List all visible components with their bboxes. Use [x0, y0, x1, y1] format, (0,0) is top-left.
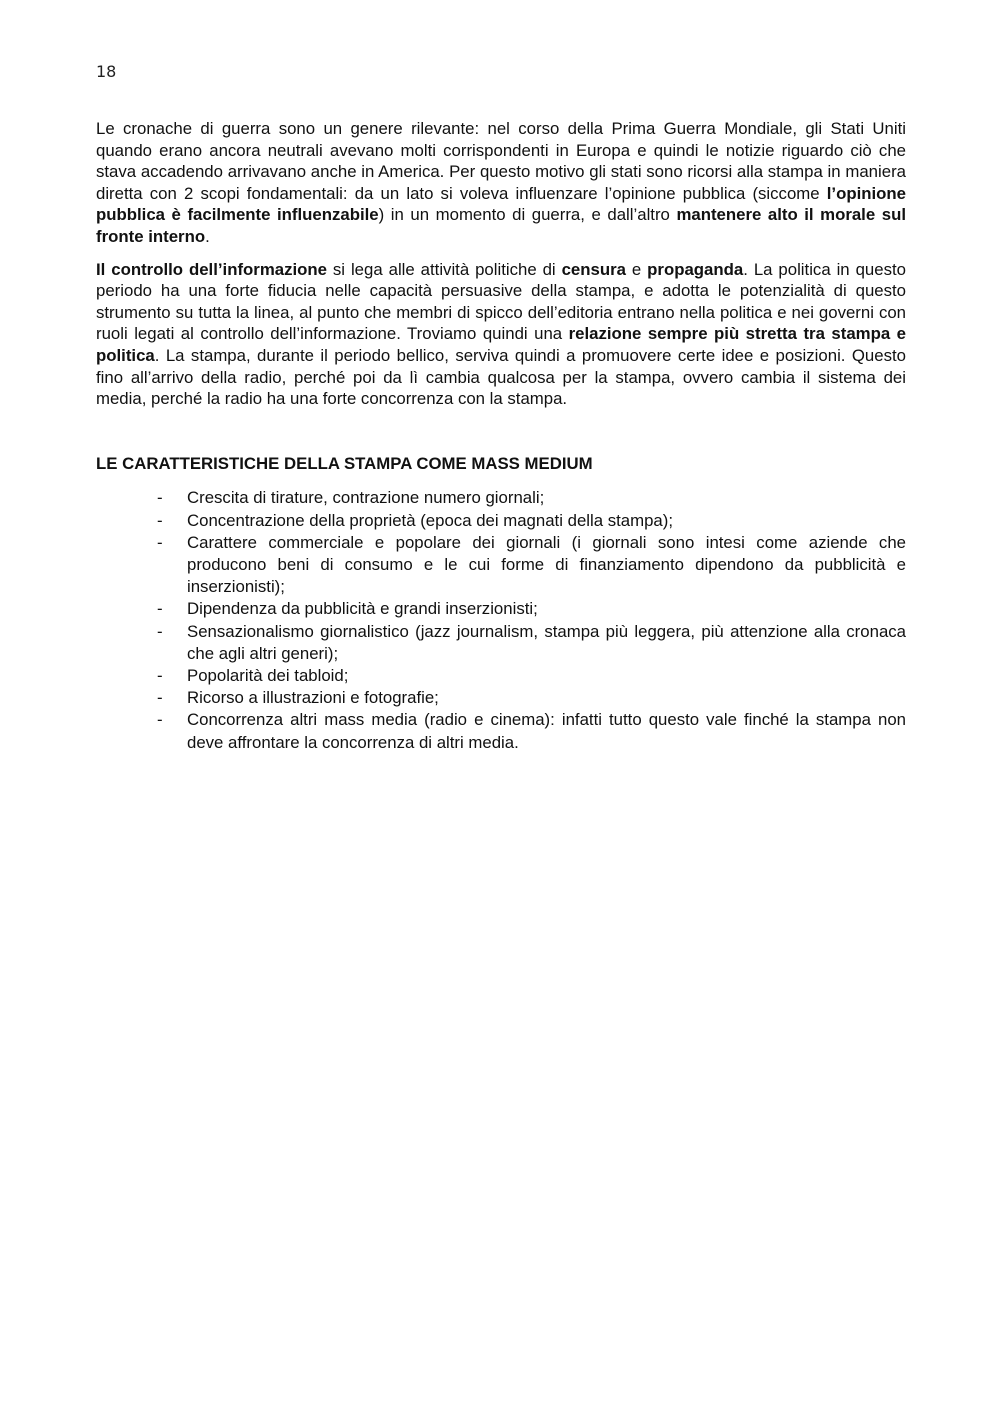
bold-text-run: mantenere alto il morale sul fronte interno	[96, 205, 906, 246]
list-item-text: Popolarità dei tabloid;	[187, 665, 349, 685]
body-paragraph	[96, 118, 906, 248]
bold-text-run: censura	[561, 259, 626, 279]
list-item-text: Concentrazione della proprietà (epoca dei magnati della stampa);	[187, 510, 674, 530]
list-item-text: Ricorso a illustrazioni e fotografie;	[187, 688, 439, 708]
bold-text-run: relazione sempre più stretta tra stampa e politica	[96, 324, 906, 365]
bullet-marker: -	[157, 599, 163, 619]
text-run: .	[205, 226, 210, 246]
bullet-marker: -	[157, 488, 163, 508]
text-run: . La politica in questo periodo ha una forte fiducia nelle capacità persuasive della stampa, e adotta le potenzialità di questo strumento su tutta la linea, al punto che membri di spicco dell’editoria entrano nella politica e nei governi con ruoli legati al controllo dell’informazione. Troviamo quindi una	[96, 259, 906, 344]
text-run: . La stampa, durante il periodo bellico, serviva quindi a promuovere certe idee e posizioni. Questo fino all’arrivo della radio, perché poi da lì cambia qualcosa per la stampa, ovvero cambia il sistema dei media, perché la radio ha una forte concorrenza con la stampa.	[96, 345, 906, 409]
list-item-text: Sensazionalismo giornalistico (jazz journalism, stampa più leggera, più attenzione alla cronaca che agli altri generi);	[187, 621, 906, 663]
page-number: 18	[96, 62, 117, 81]
paragraph-group	[96, 118, 906, 410]
bold-text-run: Il controllo dell’informazione	[96, 259, 327, 279]
bullet-marker: -	[157, 532, 163, 552]
list-item-text: Carattere commerciale e popolare dei giornali (i giornali sono intesi come aziende che producono beni di consumo e le cui forme di finanziamento dipendono da pubblicità e inserzionisti);	[187, 532, 906, 597]
list-item	[157, 487, 906, 509]
text-run: Le cronache di guerra sono un genere rilevante: nel corso della Prima Guerra Mondiale, gli Stati Uniti quando erano ancora neutrali avevano molti corrispondenti in Europa e quindi le notizie riguardo ciò che stava accadendo arrivavano anche in America. Per questo motivo gli stati sono ricorsi alla stampa in maniera diretta con 2 scopi fondamentali: da un lato si voleva influenzare l’opinione pubblica (siccome	[96, 119, 906, 203]
bullet-marker: -	[157, 710, 163, 730]
list-item	[157, 709, 906, 753]
text-run: si lega alle attività politiche di	[326, 259, 562, 279]
bullet-marker: -	[157, 510, 163, 530]
list-item-text: Crescita di tirature, contrazione numero giornali;	[187, 488, 545, 508]
text-run: e	[625, 259, 648, 279]
list-item	[157, 510, 906, 532]
document-body	[96, 118, 906, 754]
list-item	[157, 665, 906, 687]
list-item	[157, 687, 906, 709]
body-paragraph	[96, 259, 906, 410]
bold-text-run: propaganda	[647, 259, 744, 279]
list-item	[157, 621, 906, 665]
bold-text-run: l’opinione pubblica è facilmente influenzabile	[96, 183, 906, 225]
list-item	[157, 598, 906, 620]
list-item-text: Concorrenza altri mass media (radio e cinema): infatti tutto questo vale finché la stampa non deve affrontare la concorrenza di altri media.	[187, 710, 906, 752]
bullet-marker: -	[157, 665, 163, 685]
characteristics-list	[96, 487, 906, 753]
list-item	[157, 532, 906, 599]
bullet-marker: -	[157, 688, 163, 708]
section-heading: LE CARATTERISTICHE DELLA STAMPA COME MASS MEDIUM	[96, 453, 593, 473]
bullet-marker: -	[157, 621, 163, 641]
text-run: ) in un momento di guerra, e dall’altro	[378, 205, 677, 225]
list-item-text: Dipendenza da pubblicità e grandi inserzionisti;	[187, 599, 538, 619]
